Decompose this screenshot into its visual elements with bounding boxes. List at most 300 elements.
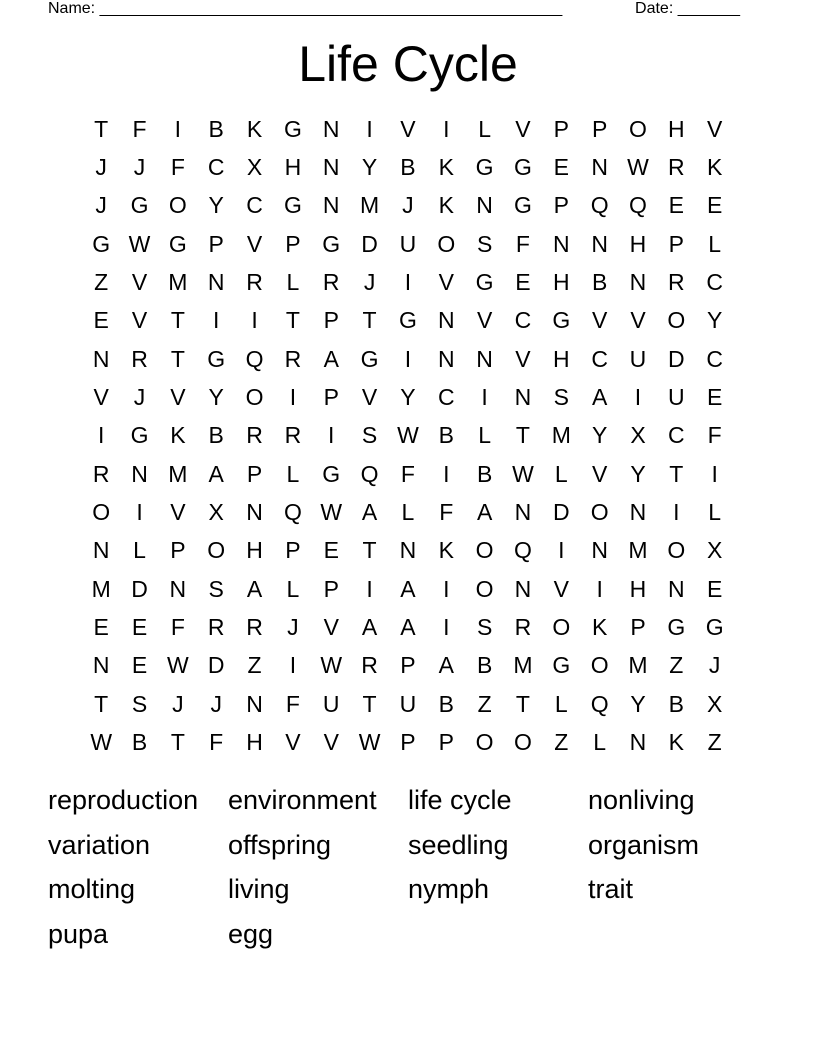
- grid-letter[interactable]: A: [208, 460, 224, 487]
- grid-letter[interactable]: B: [400, 154, 416, 181]
- grid-letter[interactable]: J: [363, 269, 376, 296]
- grid-letter[interactable]: Y: [361, 154, 378, 181]
- grid-letter[interactable]: C: [706, 269, 723, 296]
- grid-letter[interactable]: C: [706, 345, 723, 372]
- grid-letter[interactable]: A: [476, 499, 493, 526]
- grid-letter[interactable]: V: [131, 307, 148, 334]
- grid-letter[interactable]: G: [322, 230, 341, 257]
- grid-letter[interactable]: P: [285, 230, 301, 257]
- grid-letter[interactable]: L: [286, 575, 300, 602]
- grid-letter[interactable]: C: [246, 192, 263, 219]
- grid-letter[interactable]: N: [92, 652, 110, 679]
- grid-letter[interactable]: Y: [707, 307, 723, 334]
- grid-letter[interactable]: B: [131, 729, 148, 756]
- grid-letter[interactable]: S: [476, 614, 493, 641]
- grid-letter[interactable]: I: [404, 269, 412, 296]
- grid-letter[interactable]: N: [437, 307, 455, 334]
- grid-letter[interactable]: V: [515, 345, 531, 372]
- grid-letter[interactable]: O: [475, 575, 494, 602]
- grid-letter[interactable]: F: [515, 230, 530, 257]
- grid-letter[interactable]: G: [283, 192, 302, 219]
- grid-letter[interactable]: N: [92, 537, 110, 564]
- grid-letter[interactable]: H: [629, 575, 647, 602]
- grid-letter[interactable]: O: [590, 499, 609, 526]
- grid-letter[interactable]: J: [287, 614, 299, 641]
- grid-letter[interactable]: G: [475, 154, 494, 181]
- grid-letter[interactable]: R: [207, 614, 225, 641]
- grid-letter[interactable]: A: [361, 614, 378, 641]
- grid-letter[interactable]: W: [128, 230, 151, 257]
- grid-letter[interactable]: D: [207, 652, 225, 679]
- grid-letter[interactable]: D: [361, 230, 378, 257]
- grid-letter[interactable]: K: [438, 192, 454, 219]
- grid-letter[interactable]: V: [361, 384, 378, 411]
- grid-letter[interactable]: H: [629, 230, 647, 257]
- grid-letter[interactable]: X: [707, 690, 723, 717]
- grid-letter[interactable]: C: [591, 345, 608, 372]
- grid-letter[interactable]: K: [246, 115, 263, 142]
- grid-letter[interactable]: N: [514, 575, 532, 602]
- grid-letter[interactable]: N: [629, 499, 647, 526]
- grid-letter[interactable]: V: [553, 575, 569, 602]
- grid-letter[interactable]: N: [514, 384, 532, 411]
- grid-letter[interactable]: Q: [629, 192, 647, 219]
- grid-letter[interactable]: L: [593, 729, 607, 756]
- grid-letter[interactable]: V: [630, 307, 646, 334]
- grid-letter[interactable]: X: [208, 499, 224, 526]
- word-list-item: egg: [228, 919, 274, 950]
- grid-letter[interactable]: T: [362, 537, 377, 564]
- grid-letter[interactable]: P: [400, 652, 416, 679]
- grid-letter[interactable]: B: [438, 690, 454, 717]
- grid-letter[interactable]: L: [478, 115, 491, 142]
- grid-letter[interactable]: E: [93, 307, 109, 334]
- grid-letter[interactable]: O: [168, 192, 187, 219]
- grid-letter[interactable]: T: [515, 422, 530, 449]
- grid-letter[interactable]: L: [554, 460, 568, 487]
- grid-letter[interactable]: I: [558, 537, 565, 564]
- grid-letter[interactable]: R: [361, 652, 378, 679]
- grid-letter[interactable]: W: [397, 422, 419, 449]
- grid-letter[interactable]: P: [323, 307, 339, 334]
- grid-letter[interactable]: I: [174, 115, 182, 142]
- grid-letter[interactable]: G: [360, 345, 379, 372]
- grid-letter[interactable]: G: [667, 614, 686, 641]
- grid-letter[interactable]: N: [514, 499, 532, 526]
- grid-letter[interactable]: V: [246, 230, 263, 257]
- grid-letter[interactable]: N: [629, 269, 647, 296]
- grid-letter[interactable]: Z: [94, 269, 109, 296]
- grid-letter[interactable]: L: [286, 460, 300, 487]
- grid-letter[interactable]: M: [168, 460, 188, 487]
- grid-letter[interactable]: B: [668, 690, 684, 717]
- grid-letter[interactable]: N: [169, 575, 187, 602]
- word-list-item: organism: [588, 829, 700, 860]
- grid-letter[interactable]: N: [591, 230, 608, 257]
- grid-letter[interactable]: N: [437, 345, 455, 372]
- grid-letter[interactable]: D: [552, 499, 570, 526]
- grid-letter[interactable]: G: [283, 115, 302, 142]
- grid-letter[interactable]: N: [246, 690, 263, 717]
- grid-letter[interactable]: X: [707, 537, 723, 564]
- grid-letter[interactable]: V: [400, 115, 416, 142]
- grid-letter[interactable]: W: [167, 652, 189, 679]
- grid-letter[interactable]: A: [438, 652, 454, 679]
- grid-letter[interactable]: K: [170, 422, 186, 449]
- grid-letter[interactable]: Z: [477, 690, 492, 717]
- grid-letter[interactable]: N: [207, 269, 225, 296]
- grid-letter[interactable]: S: [361, 422, 378, 449]
- word-list-item: variation: [48, 829, 151, 860]
- grid-letter[interactable]: O: [207, 537, 226, 564]
- grid-letter[interactable]: R: [246, 614, 263, 641]
- grid-letter[interactable]: I: [443, 614, 450, 641]
- grid-letter[interactable]: B: [476, 460, 493, 487]
- grid-letter[interactable]: N: [322, 154, 340, 181]
- grid-letter[interactable]: N: [591, 154, 608, 181]
- grid-letter[interactable]: X: [246, 154, 263, 181]
- grid-letter[interactable]: T: [170, 729, 185, 756]
- grid-letter[interactable]: O: [245, 384, 264, 411]
- grid-letter[interactable]: M: [628, 537, 648, 564]
- grid-letter[interactable]: A: [361, 499, 378, 526]
- grid-letter[interactable]: G: [514, 154, 532, 181]
- grid-letter[interactable]: V: [170, 384, 186, 411]
- grid-letter[interactable]: J: [402, 192, 414, 219]
- grid-letter[interactable]: V: [170, 499, 186, 526]
- grid-letter[interactable]: V: [93, 384, 109, 411]
- grid-letter[interactable]: R: [246, 422, 263, 449]
- grid-letter[interactable]: P: [400, 729, 416, 756]
- grid-letter[interactable]: J: [708, 652, 721, 679]
- grid-letter[interactable]: T: [170, 307, 185, 334]
- grid-letter[interactable]: O: [667, 537, 686, 564]
- date-field[interactable]: Date: _______: [635, 0, 740, 17]
- grid-letter[interactable]: G: [552, 307, 571, 334]
- grid-letter[interactable]: H: [246, 537, 263, 564]
- grid-letter[interactable]: G: [130, 192, 149, 219]
- grid-letter[interactable]: L: [133, 537, 146, 564]
- grid-letter[interactable]: F: [400, 460, 415, 487]
- grid-letter[interactable]: L: [554, 690, 568, 717]
- grid-letter[interactable]: H: [552, 269, 570, 296]
- grid-letter[interactable]: I: [136, 499, 143, 526]
- grid-letter[interactable]: G: [207, 345, 226, 372]
- grid-letter[interactable]: P: [323, 384, 339, 411]
- grid-letter[interactable]: P: [170, 537, 186, 564]
- grid-letter[interactable]: I: [673, 499, 680, 526]
- grid-letter[interactable]: S: [553, 384, 569, 411]
- grid-letter[interactable]: N: [246, 499, 263, 526]
- grid-letter[interactable]: Z: [247, 652, 262, 679]
- name-field[interactable]: Name: ____________________________________________________: [48, 0, 563, 17]
- grid-letter[interactable]: E: [93, 614, 109, 641]
- grid-letter[interactable]: F: [170, 154, 185, 181]
- grid-letter[interactable]: B: [208, 115, 224, 142]
- grid-letter[interactable]: I: [213, 307, 220, 334]
- grid-letter[interactable]: N: [591, 537, 608, 564]
- grid-letter[interactable]: M: [359, 192, 380, 219]
- grid-letter[interactable]: Y: [591, 422, 608, 449]
- grid-letter[interactable]: A: [400, 575, 416, 602]
- grid-letter[interactable]: M: [551, 422, 571, 449]
- grid-letter[interactable]: P: [668, 230, 684, 257]
- grid-letter[interactable]: V: [285, 729, 301, 756]
- grid-letter[interactable]: J: [172, 690, 184, 717]
- grid-letter[interactable]: N: [552, 230, 570, 257]
- grid-letter[interactable]: O: [590, 652, 609, 679]
- grid-letter[interactable]: I: [251, 307, 258, 334]
- grid-letter[interactable]: I: [328, 422, 335, 449]
- grid-letter[interactable]: E: [323, 537, 339, 564]
- grid-letter[interactable]: T: [362, 307, 377, 334]
- grid-letter[interactable]: W: [512, 460, 534, 487]
- grid-letter[interactable]: U: [399, 690, 417, 717]
- grid-letter[interactable]: C: [207, 154, 225, 181]
- grid-letter[interactable]: F: [285, 690, 300, 717]
- grid-letter[interactable]: J: [95, 192, 107, 219]
- grid-letter[interactable]: D: [131, 575, 148, 602]
- grid-letter[interactable]: F: [170, 614, 185, 641]
- grid-letter[interactable]: S: [208, 575, 224, 602]
- grid-letter[interactable]: K: [591, 614, 608, 641]
- grid-letter[interactable]: F: [132, 115, 147, 142]
- grid-letter[interactable]: K: [438, 537, 454, 564]
- grid-letter[interactable]: E: [131, 652, 148, 679]
- grid-letter[interactable]: M: [628, 652, 648, 679]
- grid-letter[interactable]: W: [320, 652, 343, 679]
- grid-letter[interactable]: G: [92, 230, 111, 257]
- grid-letter[interactable]: N: [476, 192, 493, 219]
- grid-letter[interactable]: O: [475, 729, 494, 756]
- letter-grid: [82, 110, 734, 762]
- grid-letter[interactable]: N: [668, 575, 685, 602]
- grid-letter[interactable]: E: [707, 384, 723, 411]
- grid-letter[interactable]: H: [284, 154, 302, 181]
- grid-letter[interactable]: V: [131, 269, 148, 296]
- grid-letter[interactable]: P: [323, 575, 339, 602]
- grid-letter[interactable]: P: [591, 115, 608, 142]
- grid-letter[interactable]: V: [591, 460, 608, 487]
- grid-letter[interactable]: I: [443, 575, 450, 602]
- grid-letter[interactable]: O: [629, 115, 647, 142]
- grid-letter[interactable]: H: [552, 345, 570, 372]
- grid-letter[interactable]: N: [399, 537, 417, 564]
- grid-letter[interactable]: K: [707, 154, 723, 181]
- grid-letter[interactable]: T: [515, 690, 530, 717]
- grid-letter[interactable]: W: [320, 499, 343, 526]
- grid-letter[interactable]: I: [481, 384, 488, 411]
- grid-letter[interactable]: N: [92, 345, 110, 372]
- grid-letter[interactable]: R: [668, 154, 685, 181]
- grid-letter[interactable]: Y: [630, 460, 646, 487]
- grid-letter[interactable]: T: [94, 690, 109, 717]
- grid-letter[interactable]: L: [286, 269, 300, 296]
- grid-letter[interactable]: B: [476, 652, 493, 679]
- grid-letter[interactable]: V: [323, 614, 339, 641]
- grid-letter[interactable]: G: [168, 230, 187, 257]
- grid-letter[interactable]: Q: [283, 499, 302, 526]
- grid-letter[interactable]: G: [552, 652, 571, 679]
- grid-letter[interactable]: N: [476, 345, 493, 372]
- grid-letter[interactable]: K: [438, 154, 454, 181]
- grid-letter[interactable]: Q: [590, 690, 609, 717]
- grid-letter[interactable]: U: [629, 345, 647, 372]
- grid-letter[interactable]: G: [322, 460, 341, 487]
- grid-letter[interactable]: I: [596, 575, 603, 602]
- grid-letter[interactable]: P: [285, 537, 301, 564]
- grid-letter[interactable]: J: [95, 154, 107, 181]
- grid-letter[interactable]: R: [514, 614, 532, 641]
- grid-letter[interactable]: Y: [208, 192, 224, 219]
- grid-letter[interactable]: I: [443, 460, 450, 487]
- grid-letter[interactable]: E: [668, 192, 684, 219]
- grid-letter[interactable]: U: [399, 230, 417, 257]
- grid-letter[interactable]: I: [404, 345, 412, 372]
- grid-letter[interactable]: E: [707, 192, 723, 219]
- grid-letter[interactable]: I: [711, 460, 718, 487]
- grid-letter[interactable]: M: [168, 269, 188, 296]
- grid-letter[interactable]: J: [210, 690, 222, 717]
- grid-letter[interactable]: Y: [400, 384, 416, 411]
- grid-letter[interactable]: V: [707, 115, 723, 142]
- grid-letter[interactable]: P: [208, 230, 224, 257]
- grid-letter[interactable]: Z: [707, 729, 722, 756]
- grid-letter[interactable]: G: [475, 269, 494, 296]
- grid-letter[interactable]: V: [591, 307, 608, 334]
- grid-letter[interactable]: I: [97, 422, 105, 449]
- grid-letter[interactable]: I: [366, 115, 373, 142]
- grid-letter[interactable]: O: [92, 499, 111, 526]
- grid-letter[interactable]: J: [133, 384, 146, 411]
- grid-letter[interactable]: E: [131, 614, 148, 641]
- grid-letter[interactable]: U: [322, 690, 340, 717]
- header: [48, 0, 740, 22]
- grid-letter[interactable]: C: [668, 422, 685, 449]
- grid-letter[interactable]: N: [322, 192, 340, 219]
- grid-letter[interactable]: R: [246, 269, 263, 296]
- grid-letter[interactable]: P: [630, 614, 646, 641]
- grid-letter[interactable]: A: [591, 384, 608, 411]
- grid-letter[interactable]: V: [323, 729, 339, 756]
- grid-letter[interactable]: T: [170, 345, 185, 372]
- grid-letter[interactable]: R: [284, 345, 302, 372]
- grid-letter[interactable]: N: [131, 460, 148, 487]
- grid-letter[interactable]: M: [513, 652, 533, 679]
- grid-letter[interactable]: R: [284, 422, 302, 449]
- grid-letter[interactable]: Q: [514, 537, 532, 564]
- grid-letter[interactable]: B: [208, 422, 224, 449]
- grid-letter[interactable]: H: [668, 115, 685, 142]
- grid-letter[interactable]: E: [515, 269, 531, 296]
- grid-letter[interactable]: I: [366, 575, 373, 602]
- grid-letter[interactable]: O: [552, 614, 571, 641]
- word-list-item: molting: [48, 874, 136, 905]
- grid-letter[interactable]: C: [514, 307, 532, 334]
- grid-letter[interactable]: O: [437, 230, 456, 257]
- grid-letter[interactable]: T: [669, 460, 684, 487]
- grid-letter[interactable]: G: [130, 422, 149, 449]
- word-list-item: pupa: [48, 919, 109, 950]
- grid-letter[interactable]: W: [90, 729, 113, 756]
- grid-letter[interactable]: I: [289, 384, 297, 411]
- grid-letter[interactable]: X: [630, 422, 646, 449]
- word-list-item: living: [228, 874, 290, 905]
- grid-letter[interactable]: C: [437, 384, 455, 411]
- grid-letter[interactable]: Y: [630, 690, 646, 717]
- grid-letter[interactable]: P: [246, 460, 263, 487]
- grid-letter[interactable]: W: [627, 154, 649, 181]
- grid-letter[interactable]: G: [398, 307, 417, 334]
- grid-letter[interactable]: G: [705, 614, 724, 641]
- grid-letter[interactable]: N: [322, 115, 340, 142]
- grid-letter[interactable]: L: [478, 422, 491, 449]
- grid-letter[interactable]: T: [362, 690, 377, 717]
- grid-letter[interactable]: T: [285, 307, 300, 334]
- grid-letter[interactable]: N: [629, 729, 647, 756]
- grid-letter[interactable]: H: [246, 729, 263, 756]
- word-list-item: seedling: [408, 829, 509, 860]
- grid-letter[interactable]: P: [438, 729, 454, 756]
- grid-letter[interactable]: B: [591, 269, 608, 296]
- grid-letter[interactable]: E: [707, 575, 723, 602]
- grid-letter[interactable]: A: [323, 345, 339, 372]
- grid-letter[interactable]: O: [475, 537, 494, 564]
- grid-letter[interactable]: V: [438, 269, 454, 296]
- grid-letter[interactable]: R: [322, 269, 340, 296]
- grid-letter[interactable]: L: [708, 230, 722, 257]
- grid-letter[interactable]: O: [667, 307, 686, 334]
- grid-letter[interactable]: V: [515, 115, 531, 142]
- grid-letter[interactable]: L: [708, 499, 722, 526]
- grid-letter[interactable]: Q: [360, 460, 379, 487]
- grid-letter[interactable]: F: [707, 422, 722, 449]
- grid-letter[interactable]: Z: [554, 729, 569, 756]
- grid-letter[interactable]: P: [553, 192, 569, 219]
- grid-letter[interactable]: Y: [208, 384, 224, 411]
- grid-letter[interactable]: F: [439, 499, 454, 526]
- grid-letter[interactable]: K: [668, 729, 684, 756]
- grid-letter[interactable]: A: [400, 614, 416, 641]
- grid-letter[interactable]: Q: [590, 192, 609, 219]
- grid-letter[interactable]: I: [634, 384, 642, 411]
- grid-letter[interactable]: Z: [669, 652, 684, 679]
- grid-letter[interactable]: V: [476, 307, 493, 334]
- grid-letter[interactable]: I: [289, 652, 297, 679]
- grid-letter[interactable]: B: [438, 422, 454, 449]
- grid-letter[interactable]: R: [131, 345, 148, 372]
- grid-letter[interactable]: O: [514, 729, 532, 756]
- grid-letter[interactable]: T: [94, 115, 109, 142]
- grid-letter[interactable]: J: [133, 154, 146, 181]
- grid-letter[interactable]: Q: [245, 345, 264, 372]
- grid-letter[interactable]: F: [209, 729, 224, 756]
- grid-letter[interactable]: P: [553, 115, 569, 142]
- grid-letter[interactable]: A: [246, 575, 263, 602]
- grid-letter[interactable]: R: [668, 269, 685, 296]
- grid-letter[interactable]: E: [553, 154, 569, 181]
- grid-letter[interactable]: U: [668, 384, 685, 411]
- grid-letter[interactable]: W: [358, 729, 381, 756]
- grid-letter[interactable]: D: [668, 345, 685, 372]
- grid-letter[interactable]: G: [514, 192, 532, 219]
- grid-letter[interactable]: S: [476, 230, 493, 257]
- grid-letter[interactable]: M: [91, 575, 111, 602]
- grid-letter[interactable]: L: [401, 499, 415, 526]
- grid-letter[interactable]: R: [92, 460, 110, 487]
- grid-letter[interactable]: S: [131, 690, 148, 717]
- grid-letter[interactable]: I: [443, 115, 450, 142]
